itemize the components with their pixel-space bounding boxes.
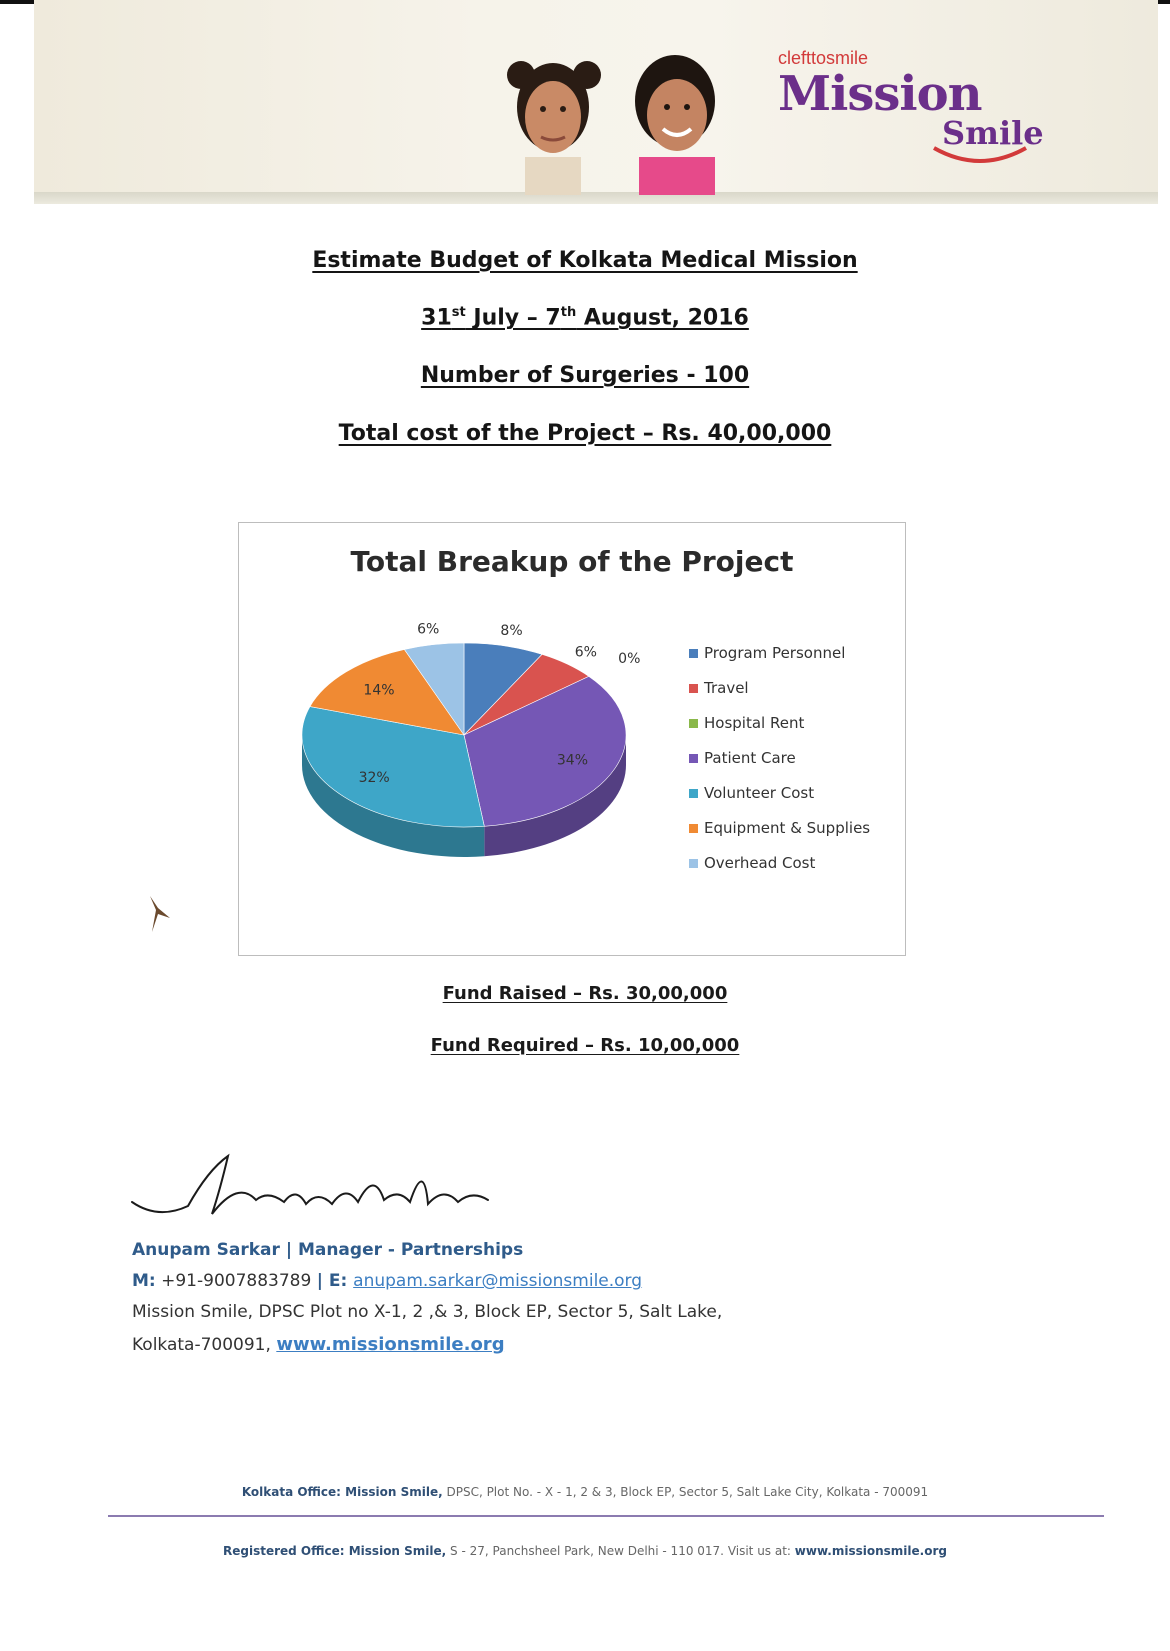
- fund-required: Fund Required – Rs. 10,00,000: [430, 1035, 740, 1056]
- child-photo-1: [503, 45, 603, 195]
- pie-data-label-0: 8%: [500, 622, 523, 639]
- legend-swatch-2: [689, 719, 698, 728]
- legend-label-6: Overhead Cost: [704, 854, 816, 872]
- kolkata-office-line: Kolkata Office: Mission Smile, DPSC, Plot No. - X - 1, 2 & 3, Block EP, Sector 5, Salt Lake City, Kolkata - 700091: [241, 1485, 929, 1499]
- insect-mark-icon: [142, 892, 172, 936]
- chart-title: Total Breakup of the Project: [350, 545, 794, 578]
- legend-swatch-0: [689, 649, 698, 658]
- pie-data-label-3: 34%: [556, 752, 589, 769]
- pie-chart: [239, 523, 905, 955]
- footer-website[interactable]: www.missionsmile.org: [794, 1544, 947, 1558]
- legend-label-3: Patient Care: [704, 749, 796, 767]
- legend-swatch-6: [689, 859, 698, 868]
- fund-raised: Fund Raised – Rs. 30,00,000: [442, 983, 728, 1004]
- logo-mission: Mission: [778, 66, 982, 122]
- pie-data-label-6: 6%: [417, 621, 440, 638]
- email-link[interactable]: anupam.sarkar@missionsmile.org: [353, 1271, 643, 1291]
- child-photo-2: [625, 45, 725, 195]
- total-cost: Total cost of the Project – Rs. 40,00,000: [338, 421, 832, 446]
- logo-tagline: clefttosmile: [778, 48, 869, 68]
- surgery-count: Number of Surgeries - 100: [420, 363, 750, 388]
- legend-label-0: Program Personnel: [704, 644, 846, 662]
- document-title: Estimate Budget of Kolkata Medical Mission: [312, 248, 858, 273]
- pie-data-label-1: 6%: [574, 644, 597, 661]
- legend-label-5: Equipment & Supplies: [704, 819, 871, 837]
- pie-data-label-2: 0%: [618, 650, 641, 667]
- legend-label-1: Travel: [704, 679, 749, 697]
- legend-swatch-1: [689, 684, 698, 693]
- legend-label-2: Hospital Rent: [704, 714, 805, 732]
- logo-smile-arc-icon: [930, 140, 1030, 170]
- contact-line: M: +91-9007883789 | E: anupam.sarkar@missionsmile.org: [132, 1271, 643, 1291]
- pie-data-label-5: 14%: [363, 682, 395, 699]
- pie-data-label-4: 32%: [358, 770, 390, 787]
- address-line-2: Kolkata-700091, www.missionsmile.org: [132, 1334, 505, 1355]
- legend-swatch-4: [689, 789, 698, 798]
- handwritten-signature: [128, 1150, 548, 1230]
- mission-dates: 31st July – 7th August, 2016: [421, 305, 749, 331]
- registered-office-line: Registered Office: Mission Smile, S - 27, Panchsheel Park, New Delhi - 110 017. Visit us at: www.missionsmile.org: [223, 1544, 947, 1558]
- address-line-1: Mission Smile, DPSC Plot no X-1, 2 ,& 3, Block EP, Sector 5, Salt Lake,: [132, 1302, 723, 1322]
- logo-smile: Smile: [942, 114, 1044, 152]
- signatory-name: Anupam Sarkar | Manager - Partnerships: [132, 1240, 524, 1260]
- legend-swatch-3: [689, 754, 698, 763]
- legend-label-4: Volunteer Cost: [704, 784, 815, 802]
- legend-swatch-5: [689, 824, 698, 833]
- pie-chart-panel: [238, 522, 906, 956]
- footer-divider: [108, 1515, 1104, 1517]
- website-link[interactable]: www.missionsmile.org: [276, 1334, 505, 1355]
